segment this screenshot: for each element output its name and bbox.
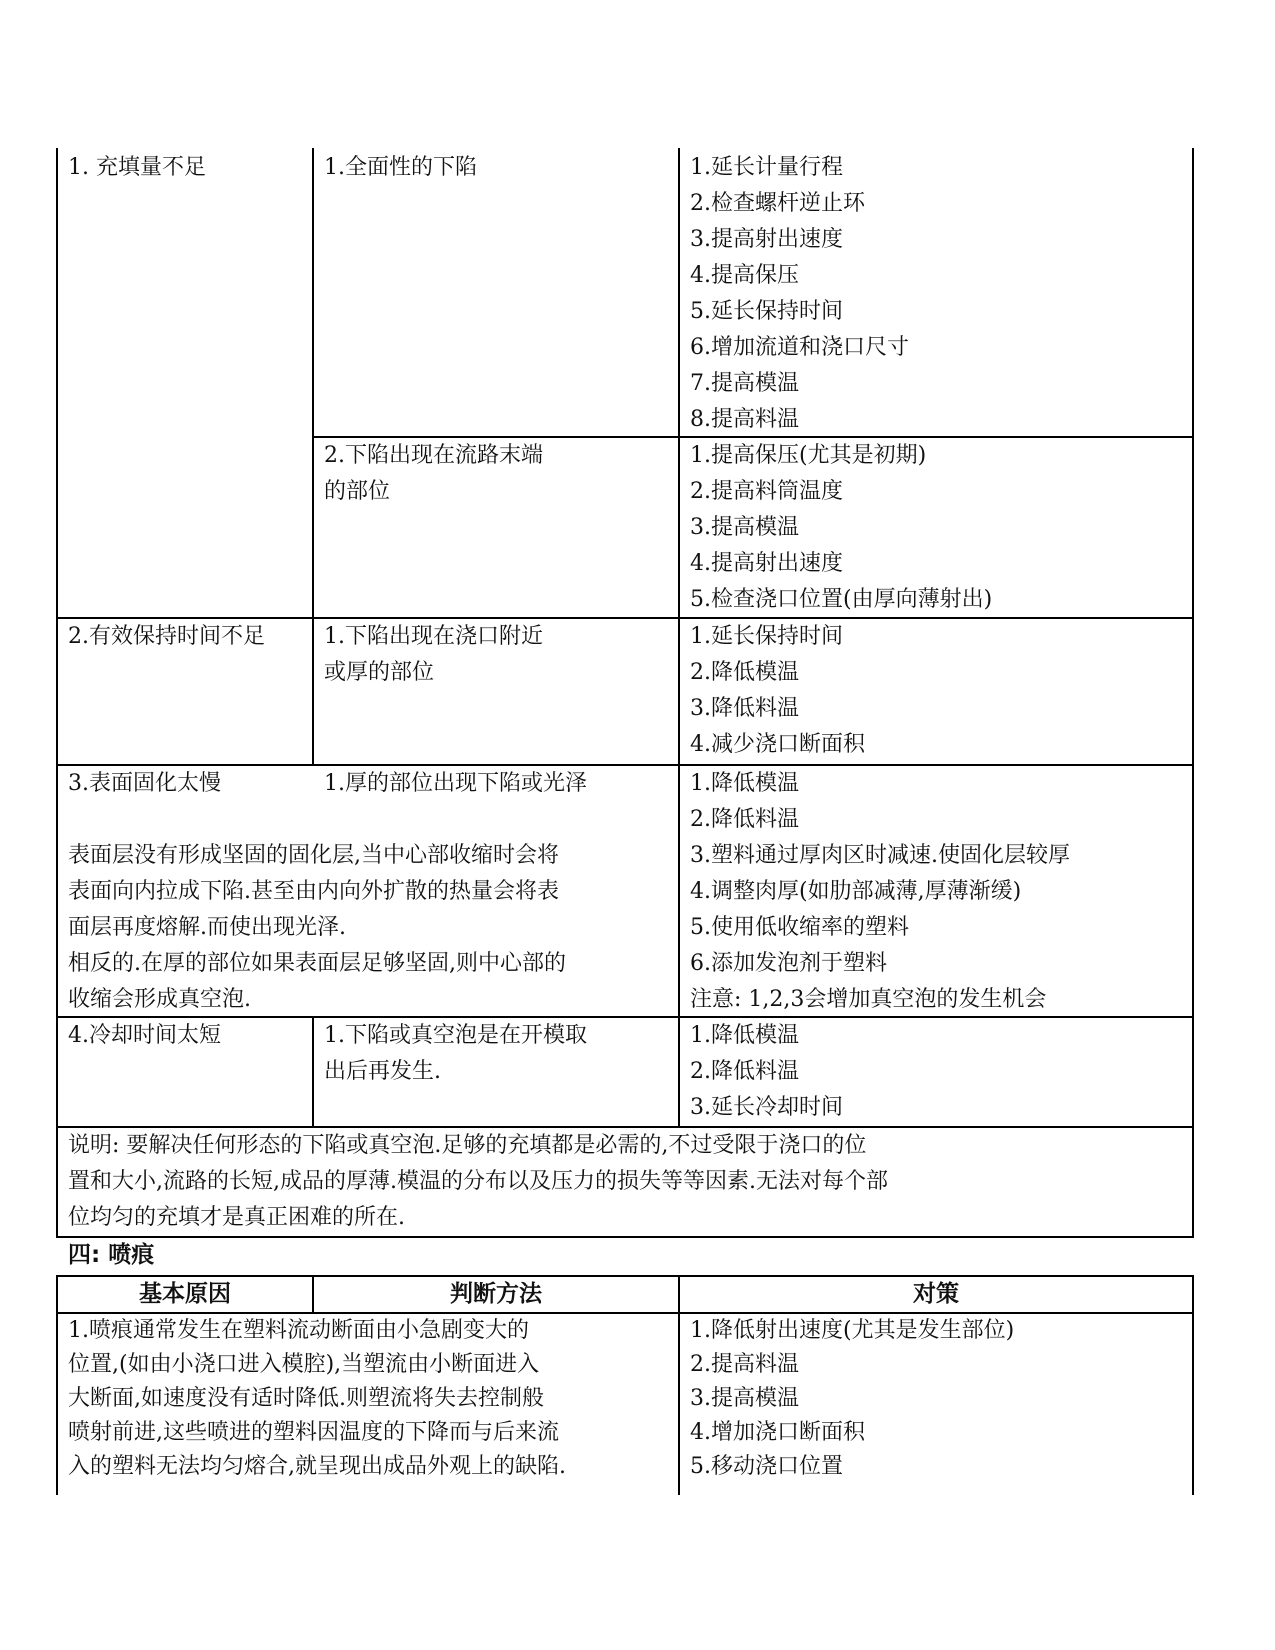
table1-bottom-border [56, 1236, 1194, 1238]
solution-cell [690, 1018, 843, 1126]
table1-col-divider-1b [312, 1016, 314, 1127]
solution-line: 7.提高模温 [690, 371, 799, 396]
solution-line: 1.延长计量行程 [690, 155, 843, 180]
solution-cell [690, 619, 865, 763]
note-line: 位均匀的充填才是真正困难的所在. [68, 1205, 405, 1230]
table-note [68, 1128, 888, 1236]
note-line: 说明: 要解决任何形态的下陷或真空泡.足够的充填都是必需的,不过受限于浇口的位 [68, 1133, 867, 1158]
solution-line: 4.提高射出速度 [690, 551, 843, 576]
method-line: 或厚的部位 [324, 660, 435, 685]
cause-line: 位置,(如由小浇口进入模腔),当塑流由小断面进入 [68, 1352, 540, 1377]
solution-line: 2.提高料温 [690, 1352, 799, 1377]
cause-line: 入的塑料无法均匀熔合,就呈现出成品外观上的缺陷. [68, 1454, 566, 1479]
table1-col-divider-2 [678, 148, 680, 1127]
solution-line: 2.提高料筒温度 [690, 479, 843, 504]
solution-line: 5.检查浇口位置(由厚向薄射出) [690, 587, 993, 612]
solution-line: 3.提高射出速度 [690, 227, 843, 252]
cause-cell [68, 1018, 221, 1054]
solution-line: 1.降低模温 [690, 1023, 799, 1048]
cause-cell [68, 619, 265, 655]
cause-line: 3.表面固化太慢 [68, 771, 221, 796]
explanation-line: 收缩会形成真空泡. [68, 987, 251, 1012]
method-line: 1.下陷或真空泡是在开模取 [324, 1023, 587, 1048]
explanation-text [68, 838, 566, 1018]
solution-cell [690, 438, 992, 618]
solution-line: 5.使用低收缩率的塑料 [690, 915, 909, 940]
solution-cell [690, 766, 1070, 1018]
solution-line: 2.降低料温 [690, 807, 799, 832]
method-line: 2.下陷出现在流路末端 [324, 443, 543, 468]
table1-right-border [1192, 148, 1194, 1238]
note-line: 置和大小,流路的长短,成品的厚薄.模温的分布以及压力的损失等等因素.无法对每个部 [68, 1169, 888, 1194]
header-method: 判断方法 [450, 1281, 542, 1307]
solution-line: 3.提高模温 [690, 515, 799, 540]
solution-line: 3.提高模温 [690, 1386, 799, 1411]
solution-line: 3.塑料通过厚肉区时减速.使固化层较厚 [690, 843, 1070, 868]
section4-solution-cell [690, 1314, 1014, 1484]
solution-line: 5.延长保持时间 [690, 299, 843, 324]
solution-line: 2.检查螺杆逆止环 [690, 191, 865, 216]
solution-line: 3.延长冷却时间 [690, 1095, 843, 1120]
method-line: 1.全面性的下陷 [324, 155, 477, 180]
solution-line: 注意: 1,2,3会增加真空泡的发生机会 [690, 987, 1047, 1012]
header-cause: 基本原因 [139, 1281, 231, 1307]
cause-line: 大断面,如速度没有适时降低.则塑流将失去控制般 [68, 1386, 544, 1411]
solution-line: 4.提高保压 [690, 263, 799, 288]
explanation-line: 表面层没有形成坚固的固化层,当中心部收缩时会将 [68, 843, 559, 868]
solution-line: 6.增加流道和浇口尺寸 [690, 335, 909, 360]
solution-line: 1.降低射出速度(尤其是发生部位) [690, 1318, 1015, 1343]
method-cell [324, 619, 543, 691]
method-cell [324, 1018, 587, 1090]
solution-line: 5.移动浇口位置 [690, 1454, 843, 1479]
cause-line: 2.有效保持时间不足 [68, 624, 265, 649]
section-title: 四: 喷痕 [68, 1242, 155, 1268]
solution-line: 8.提高料温 [690, 407, 799, 432]
solution-line: 1.提高保压(尤其是初期) [690, 443, 927, 468]
explanation-line: 表面向内拉成下陷.甚至由内向外扩散的热量会将表 [68, 879, 559, 904]
solution-line: 6.添加发泡剂于塑料 [690, 951, 887, 976]
solution-line: 3.降低料温 [690, 696, 799, 721]
cause-cell [68, 150, 206, 186]
solution-cell [690, 150, 909, 438]
explanation-line: 相反的.在厚的部位如果表面层足够坚固,则中心部的 [68, 951, 566, 976]
cause-line: 1. 充填量不足 [68, 155, 206, 180]
method-cell [324, 766, 587, 802]
method-line: 1.下陷出现在浇口附近 [324, 624, 543, 649]
cause-line: 1.喷痕通常发生在塑料流动断面由小急剧变大的 [68, 1318, 529, 1343]
cause-cell [68, 766, 221, 802]
method-cell [324, 438, 543, 510]
method-cell [324, 150, 477, 186]
explanation-line: 面层再度熔解.而使出现光泽. [68, 915, 346, 940]
method-line: 1.厚的部位出现下陷或光泽 [324, 771, 587, 796]
table2-right-border [1192, 1275, 1194, 1495]
cause-line: 4.冷却时间太短 [68, 1023, 221, 1048]
solution-line: 4.减少浇口断面积 [690, 732, 865, 757]
solution-line: 4.调整肉厚(如肋部减薄,厚薄渐缓) [690, 879, 1022, 904]
method-line: 出后再发生. [324, 1059, 441, 1084]
cause-line: 喷射前进,这些喷进的塑料因温度的下降而与后来流 [68, 1420, 559, 1445]
solution-line: 1.降低模温 [690, 771, 799, 796]
solution-line: 1.延长保持时间 [690, 624, 843, 649]
section4-cause-cell [68, 1314, 566, 1484]
table1-left-border [56, 148, 58, 1238]
solution-line: 4.增加浇口断面积 [690, 1420, 865, 1445]
solution-line: 2.降低料温 [690, 1059, 799, 1084]
table1-col-divider-1 [312, 148, 314, 766]
header-solution: 对策 [913, 1281, 959, 1307]
method-line: 的部位 [324, 479, 391, 504]
solution-line: 2.降低模温 [690, 660, 799, 685]
